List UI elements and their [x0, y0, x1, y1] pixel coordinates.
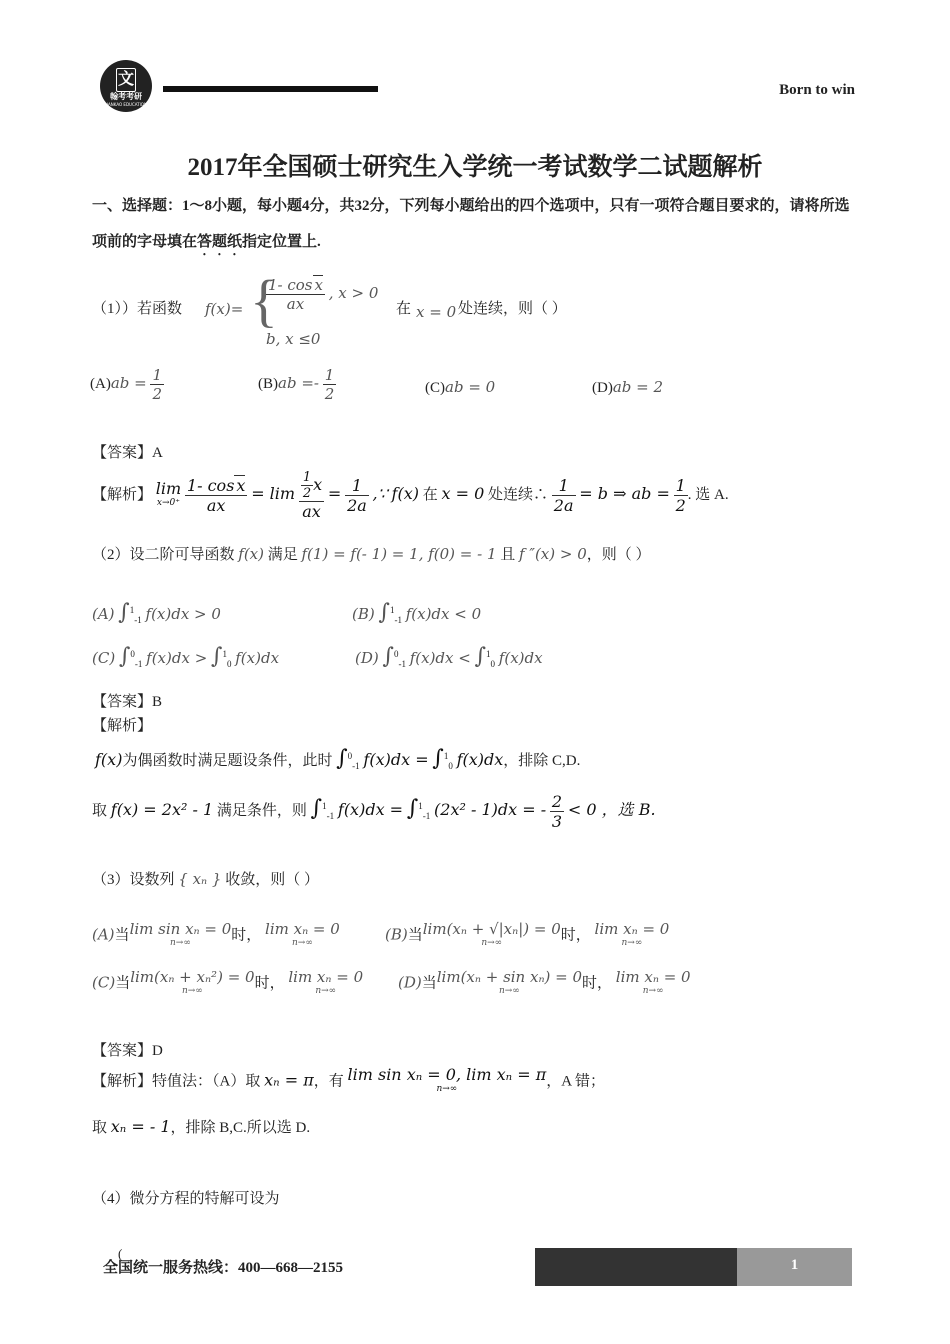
q1-option-a-expr: ab = — [110, 373, 147, 392]
q2-analysis-line1: f(x)为偶函数时满足题设条件，此时 ∫$^0_{-1}$ f(x)dx = ∫$^1_0$ f(x)dx，排除 C,D. — [95, 746, 581, 771]
q1-option-d-expr: ab = 2 — [612, 378, 664, 396]
q2-option-d[interactable]: (D) ∫$^0_{-1}$ f(x)dx < ∫$^1_0$ f(x)dx — [355, 644, 543, 669]
section-text-before: 一、选择题：1～8小题，每小题4分，共32分，下列每小题给出的四个选项中，只有一项符合题目要求的，请将所选项前的字母填在 — [92, 198, 850, 250]
q1-case2-text: b, x ≤0 — [266, 330, 321, 348]
q3-answer: 【答案】D — [92, 1043, 163, 1059]
q1-case1-frac — [266, 276, 325, 313]
q1-option-a-label: (A) — [90, 375, 111, 392]
section-text-after: 指定位置上. — [242, 234, 321, 250]
q2-analysis-line2: 取 f(x) = 2x² - 1 满足条件，则 ∫$^1_{-1}$ f(x)dx = ∫$^1_{-1}$ (2x² - 1)dx = - $\frac{2}{3}$ < 0 ，选 B. — [92, 792, 656, 831]
q1-case1-rad: x — [314, 276, 323, 294]
q1-option-d-label: (D) — [592, 380, 613, 396]
q1-point — [416, 303, 456, 322]
q1-func-name: f(x)= — [205, 300, 244, 318]
footer-dark-bar — [535, 1248, 737, 1286]
q1-option-a[interactable] — [90, 366, 164, 403]
q1-brace: { — [250, 268, 278, 333]
header-slogan: Born to win — [779, 82, 855, 98]
q3-option-c[interactable]: (C)当lim(xₙ + xₙ²) = 0 n→∞ 时， lim xₙ = 0 n→∞ — [92, 968, 364, 996]
q2-analysis-label: 【解析】 — [92, 718, 153, 734]
q3-option-d[interactable]: (D)当lim(xₙ + sin xₙ) = 0 n→∞ 时， lim xₙ = 0 n→∞ — [398, 968, 691, 996]
q3-stem: （3）设数列 { xₙ } 收敛，则（ ） — [92, 870, 319, 888]
q1-option-c-label: (C) — [425, 380, 445, 396]
footer-mark: ( — [118, 1246, 123, 1261]
section-text-emph: 答题纸 — [197, 234, 243, 250]
q1-case1-cond: , x > 0 — [328, 283, 379, 302]
q1-analysis-frac2: $\frac{1}{2}$ x ax — [299, 470, 324, 521]
footer-hotline: 全国统一服务热线：400—668—2155 — [103, 1260, 344, 1276]
q1-case1-num: 1- cos — [268, 276, 313, 294]
q1-analysis-eq1: = lim — [251, 483, 296, 503]
q1-option-c[interactable] — [425, 378, 495, 397]
q2-option-b[interactable]: (B) ∫$^1_{-1}$ f(x)dx < 0 — [352, 600, 482, 625]
section-heading — [92, 188, 862, 260]
header-bar — [163, 86, 378, 92]
logo-name: 翰考考研 — [110, 92, 142, 101]
page-title: 2017年全国硕士研究生入学统一考试数学二试题解析 — [187, 154, 763, 181]
q1-option-b-frac: $\frac{1}{2}$ — [324, 366, 335, 403]
q1-analysis-label: 【解析】 — [92, 486, 153, 503]
q1-option-d[interactable] — [592, 378, 663, 397]
q2-stem: （2）设二阶可导函数 f(x) 满足 f(1) = f(- 1) = 1, f(0) = - 1 且 f ″(x) > 0，则（ ） — [92, 545, 651, 563]
q1-point-text: x = 0 — [416, 303, 457, 321]
q1-answer: 【答案】A — [92, 445, 163, 461]
q1-lim: lim x→0⁺ — [155, 478, 182, 508]
q1-analysis-frac4: $\frac{1}{2a}$ — [553, 476, 574, 515]
q1-option-b[interactable] — [258, 366, 336, 403]
q1-option-b-label: (B) — [258, 375, 278, 392]
q2-answer: 【答案】B — [92, 694, 163, 710]
q1-case2 — [266, 330, 320, 349]
page-number: 1 — [737, 1248, 852, 1286]
q1-func — [205, 300, 243, 319]
q1-at: 在 — [396, 301, 412, 317]
q3-analysis-line1: 【解析】特值法：（A）取 xₙ = π，有 lim sin xₙ = 0, lim xₙ = π n→∞ ，A 错； — [92, 1065, 605, 1094]
q1-tail: 处连续，则（ ） — [458, 301, 567, 317]
q1-option-b-expr: ab =- — [278, 373, 319, 392]
q2-option-c[interactable]: (C) ∫$^0_{-1}$ f(x)dx > ∫$^1_0$ f(x)dx — [92, 644, 280, 669]
q1-case1 — [266, 276, 378, 313]
q1-stem-text: （1））若函数 — [92, 301, 183, 317]
q2-line2-frac: $\frac{2}{3}$ — [551, 792, 563, 831]
q1-analysis: 【解析】 lim x→0⁺ $\frac{\text{1- cos x}}{ax}$ = lim $\frac{1}{2}$ x ax = $\frac{1}{2a}$ ,∵ f(x) 在 x = 0 处连续∴ $\frac{1}{2a}$ = b ⇒ ab = $\frac{1}{2}$ . 选 A. — [92, 470, 729, 521]
brand-logo — [100, 60, 152, 112]
q3-option-b[interactable]: (B)当lim(xₙ + √|xₙ|) = 0 n→∞ 时， lim xₙ = 0 n→∞ — [385, 920, 670, 948]
q2-option-a[interactable]: (A) ∫$^1_{-1}$ f(x)dx > 0 — [92, 600, 221, 625]
q1-analysis-frac3: $\frac{1}{2a}$ — [347, 476, 367, 515]
logo-glyph: 文 — [116, 68, 136, 92]
q3-analysis-line2: 取 xₙ = - 1，排除 B,C.所以选 D. — [92, 1117, 311, 1136]
q1-option-a-frac: $\frac{1}{2}$ — [152, 366, 163, 403]
logo-sub: HANKAO EDUCATION — [105, 102, 147, 107]
q1-analysis-frac1: $\frac{\text{1- cos x}}{ax}$ — [186, 476, 246, 515]
q1-analysis-frac5: $\frac{1}{2}$ — [675, 476, 686, 515]
q3-option-a[interactable]: (A)当lim sin xₙ = 0 n→∞ 时， lim xₙ = 0 n→∞ — [92, 920, 340, 948]
q1-case1-den: ax — [286, 295, 305, 313]
q1-stem — [92, 297, 182, 318]
q1-option-c-expr: ab = 0 — [445, 378, 496, 396]
q4-stem: （4）微分方程的特解可设为 — [92, 1191, 280, 1207]
